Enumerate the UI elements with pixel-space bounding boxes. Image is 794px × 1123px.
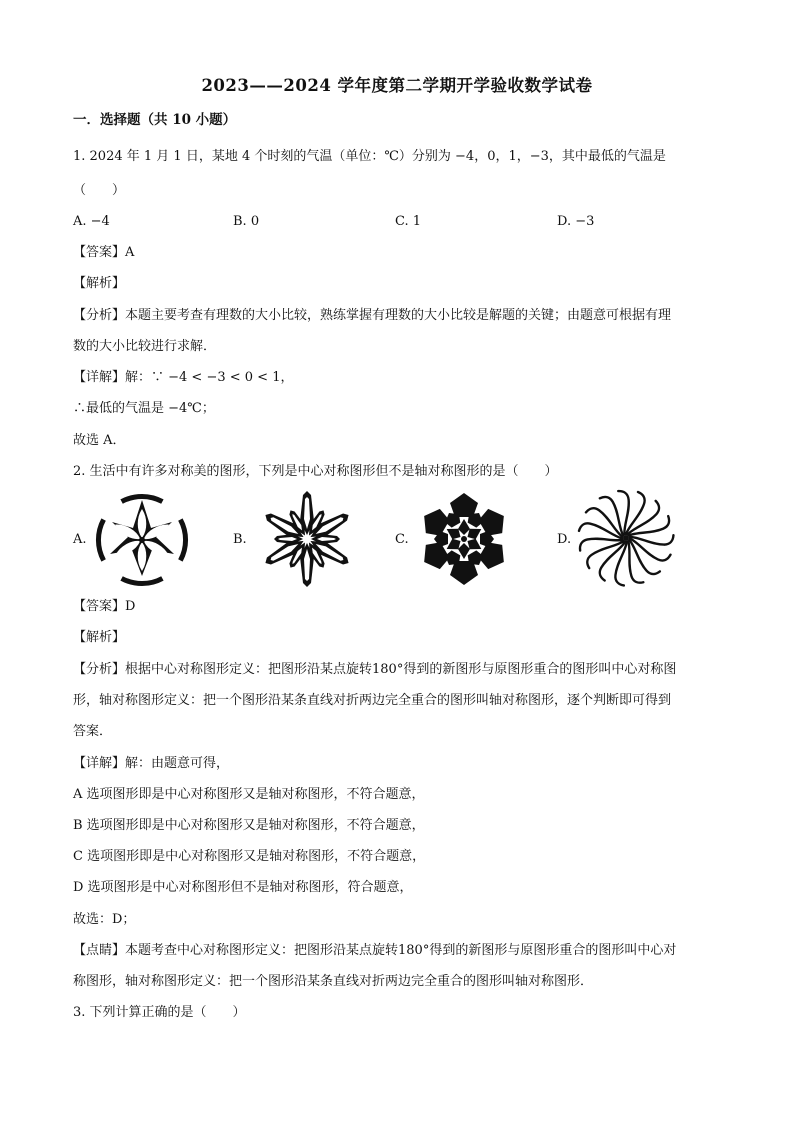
q1-detail-cont: ∴最低的气温是 −4℃； [73,401,215,416]
q1-analysis: 【分析】本题主要考查有理数的大小比较，熟练掌握有理数的大小比较是解题的关键；由题意可根据有理 [73,308,672,323]
q2-analysis-end: 答案． [73,724,113,739]
q2-label-a: A. [73,532,87,547]
q2-label-b: B. [233,532,247,547]
q1-answer: 【答案】A [73,245,135,260]
q2-figure-d [576,488,676,588]
q1-jiexi: 【解析】 [73,276,126,291]
q2-analysis-cont: 形，轴对称图形定义：把一个图形沿某条直线对折两边完全重合的图形叫轴对称图形，逐个判断即可得到 [73,693,672,708]
q2-jiexi: 【解析】 [73,630,126,645]
q1-stem-paren: （ ） [73,183,126,198]
q1-option-a: A. −4 [73,214,110,229]
q2-figure-c [414,490,514,588]
q1-detail: 【详解】解：∵ −4 < −3 < 0 < 1， [73,370,294,385]
q2-detail-c: C 选项图形即是中心对称图形又是轴对称图形，不符合题意， [73,849,426,864]
q1-option-d: D. −3 [557,214,595,229]
q2-detail-d: D 选项图形是中心对称图形但不是轴对称图形，符合题意， [73,880,413,895]
q2-detail-a: A 选项图形即是中心对称图形又是轴对称图形，不符合题意， [73,787,425,802]
q1-analysis-cont: 数的大小比较进行求解． [73,339,217,354]
q1-stem: 1. 2024 年 1 月 1 日，某地 4 个时刻的气温（单位：℃）分别为 −4，0，1，−3，其中最低的气温是 [73,149,666,164]
q2-figure-a [92,493,192,587]
q2-comment-cont: 称图形，轴对称图形定义：把一个图形沿某条直线对折两边完全重合的图形叫轴对称图形． [73,974,594,989]
q2-choice: 故选：D； [73,912,136,927]
q1-option-c: C. 1 [395,214,422,229]
q3-stem: 3. 下列计算正确的是（ ） [73,1005,246,1020]
q2-answer: 【答案】D [73,599,136,614]
q2-detail-head: 【详解】解：由题意可得， [73,756,230,771]
page-title: 2023——2024 学年度第二学期开学验收数学试卷 [201,76,593,95]
q2-label-d: D. [557,532,572,547]
q2-figure-b [252,490,362,588]
q2-label-c: C. [395,532,409,547]
q2-detail-b: B 选项图形即是中心对称图形又是轴对称图形，不符合题意， [73,818,425,833]
q2-stem: 2. 生活中有许多对称美的图形，下列是中心对称图形但不是轴对称图形的是（ ） [73,464,558,479]
q2-comment: 【点睛】本题考查中心对称图形定义：把图形沿某点旋转180°得到的新图形与原图形重合的图形叫中心对 [73,943,677,958]
q2-analysis: 【分析】根据中心对称图形定义：把图形沿某点旋转180°得到的新图形与原图形重合的图形叫中心对称图 [73,662,677,677]
q1-option-b: B. 0 [233,214,260,229]
q1-choice: 故选 A． [73,433,126,448]
section-heading: 一．选择题（共 10 小题） [73,112,237,128]
